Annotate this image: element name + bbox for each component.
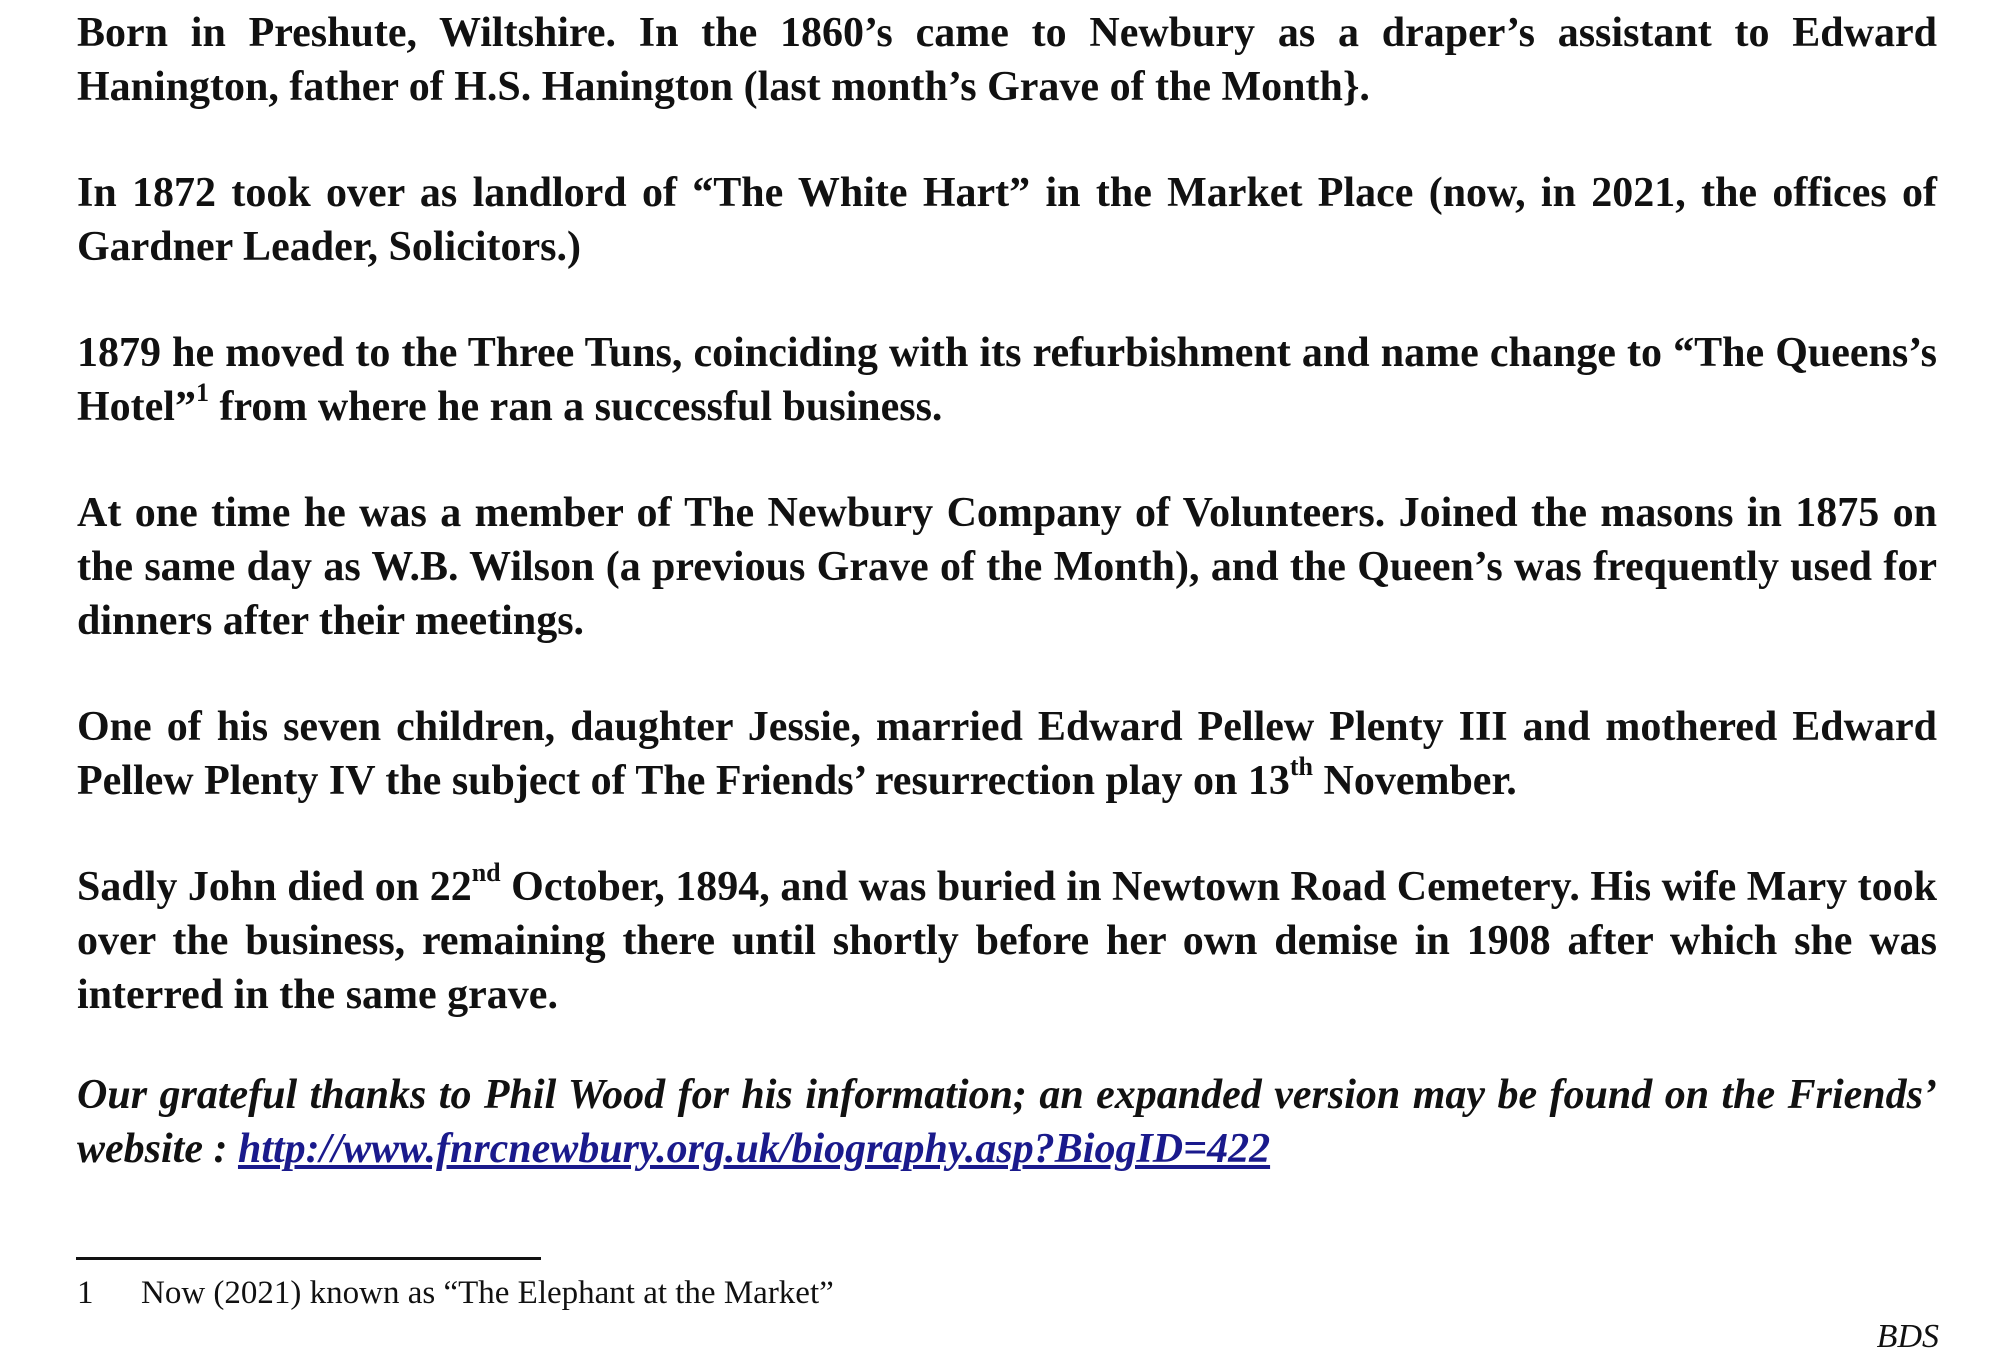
paragraph-white-hart bbox=[77, 166, 1937, 274]
paragraph-text: 1879 he moved to the Three Tuns, coinciding with its refurbishment and name change to “The Queens’s Hotel” bbox=[77, 330, 1937, 430]
footnote-separator bbox=[76, 1257, 541, 1260]
biography-link[interactable]: http://www.fnrcnewbury.org.uk/biography.asp?BiogID=422 bbox=[237, 1126, 1271, 1172]
ordinal-suffix: th bbox=[1289, 752, 1313, 781]
ordinal-suffix: nd bbox=[471, 858, 501, 887]
paragraph-text: Sadly John died on 22 bbox=[77, 864, 472, 910]
paragraph-text: In 1872 took over as landlord of “The White Hart” in the Market Place (now, in 2021, the offices of Gardner Leader, Solicitors.) bbox=[77, 170, 1937, 270]
paragraph-origins bbox=[77, 6, 1937, 114]
paragraph-three-tuns bbox=[77, 326, 1937, 434]
footnote-text: Now (2021) known as “The Elephant at the Market” bbox=[141, 1275, 834, 1311]
author-initials: BDS bbox=[1876, 1318, 1939, 1355]
document-body bbox=[77, 6, 1937, 1176]
acknowledgement bbox=[77, 1068, 1937, 1176]
paragraph-text: November. bbox=[1312, 758, 1517, 804]
paragraph-death bbox=[77, 860, 1937, 1022]
paragraph-children bbox=[77, 700, 1937, 808]
paragraph-masons bbox=[77, 486, 1937, 648]
footnote-number: 1 bbox=[77, 1275, 94, 1311]
footnote bbox=[77, 1275, 834, 1312]
paragraph-text: Born in Preshute, Wiltshire. In the 1860’s came to Newbury as a draper’s assistant to Edward Hanington, father of H.S. Hanington (last month’s Grave of the Month}. bbox=[77, 10, 1937, 110]
paragraph-text: One of his seven children, daughter Jessie, married Edward Pellew Plenty III and mothered Edward Pellew Plenty IV the subject of The Friends’ resurrection play on 13 bbox=[77, 704, 1937, 804]
footnote-reference[interactable]: 1 bbox=[195, 378, 209, 407]
acknowledgement-text: Our grateful thanks to Phil Wood for his information; an expanded version may be found on the Friends’ website : bbox=[77, 1072, 1937, 1172]
paragraph-text: October, 1894, and was buried in Newtown Road Cemetery. His wife Mary took over the business, remaining there until shortly before her own demise in 1908 after which she was interred in the same grave. bbox=[77, 864, 1937, 1018]
paragraph-text: At one time he was a member of The Newbury Company of Volunteers. Joined the masons in 1875 on the same day as W.B. Wilson (a previous Grave of the Month), and the Queen’s was frequently used for dinners after their meetings. bbox=[77, 490, 1937, 644]
paragraph-text: from where he ran a successful business. bbox=[208, 384, 943, 430]
